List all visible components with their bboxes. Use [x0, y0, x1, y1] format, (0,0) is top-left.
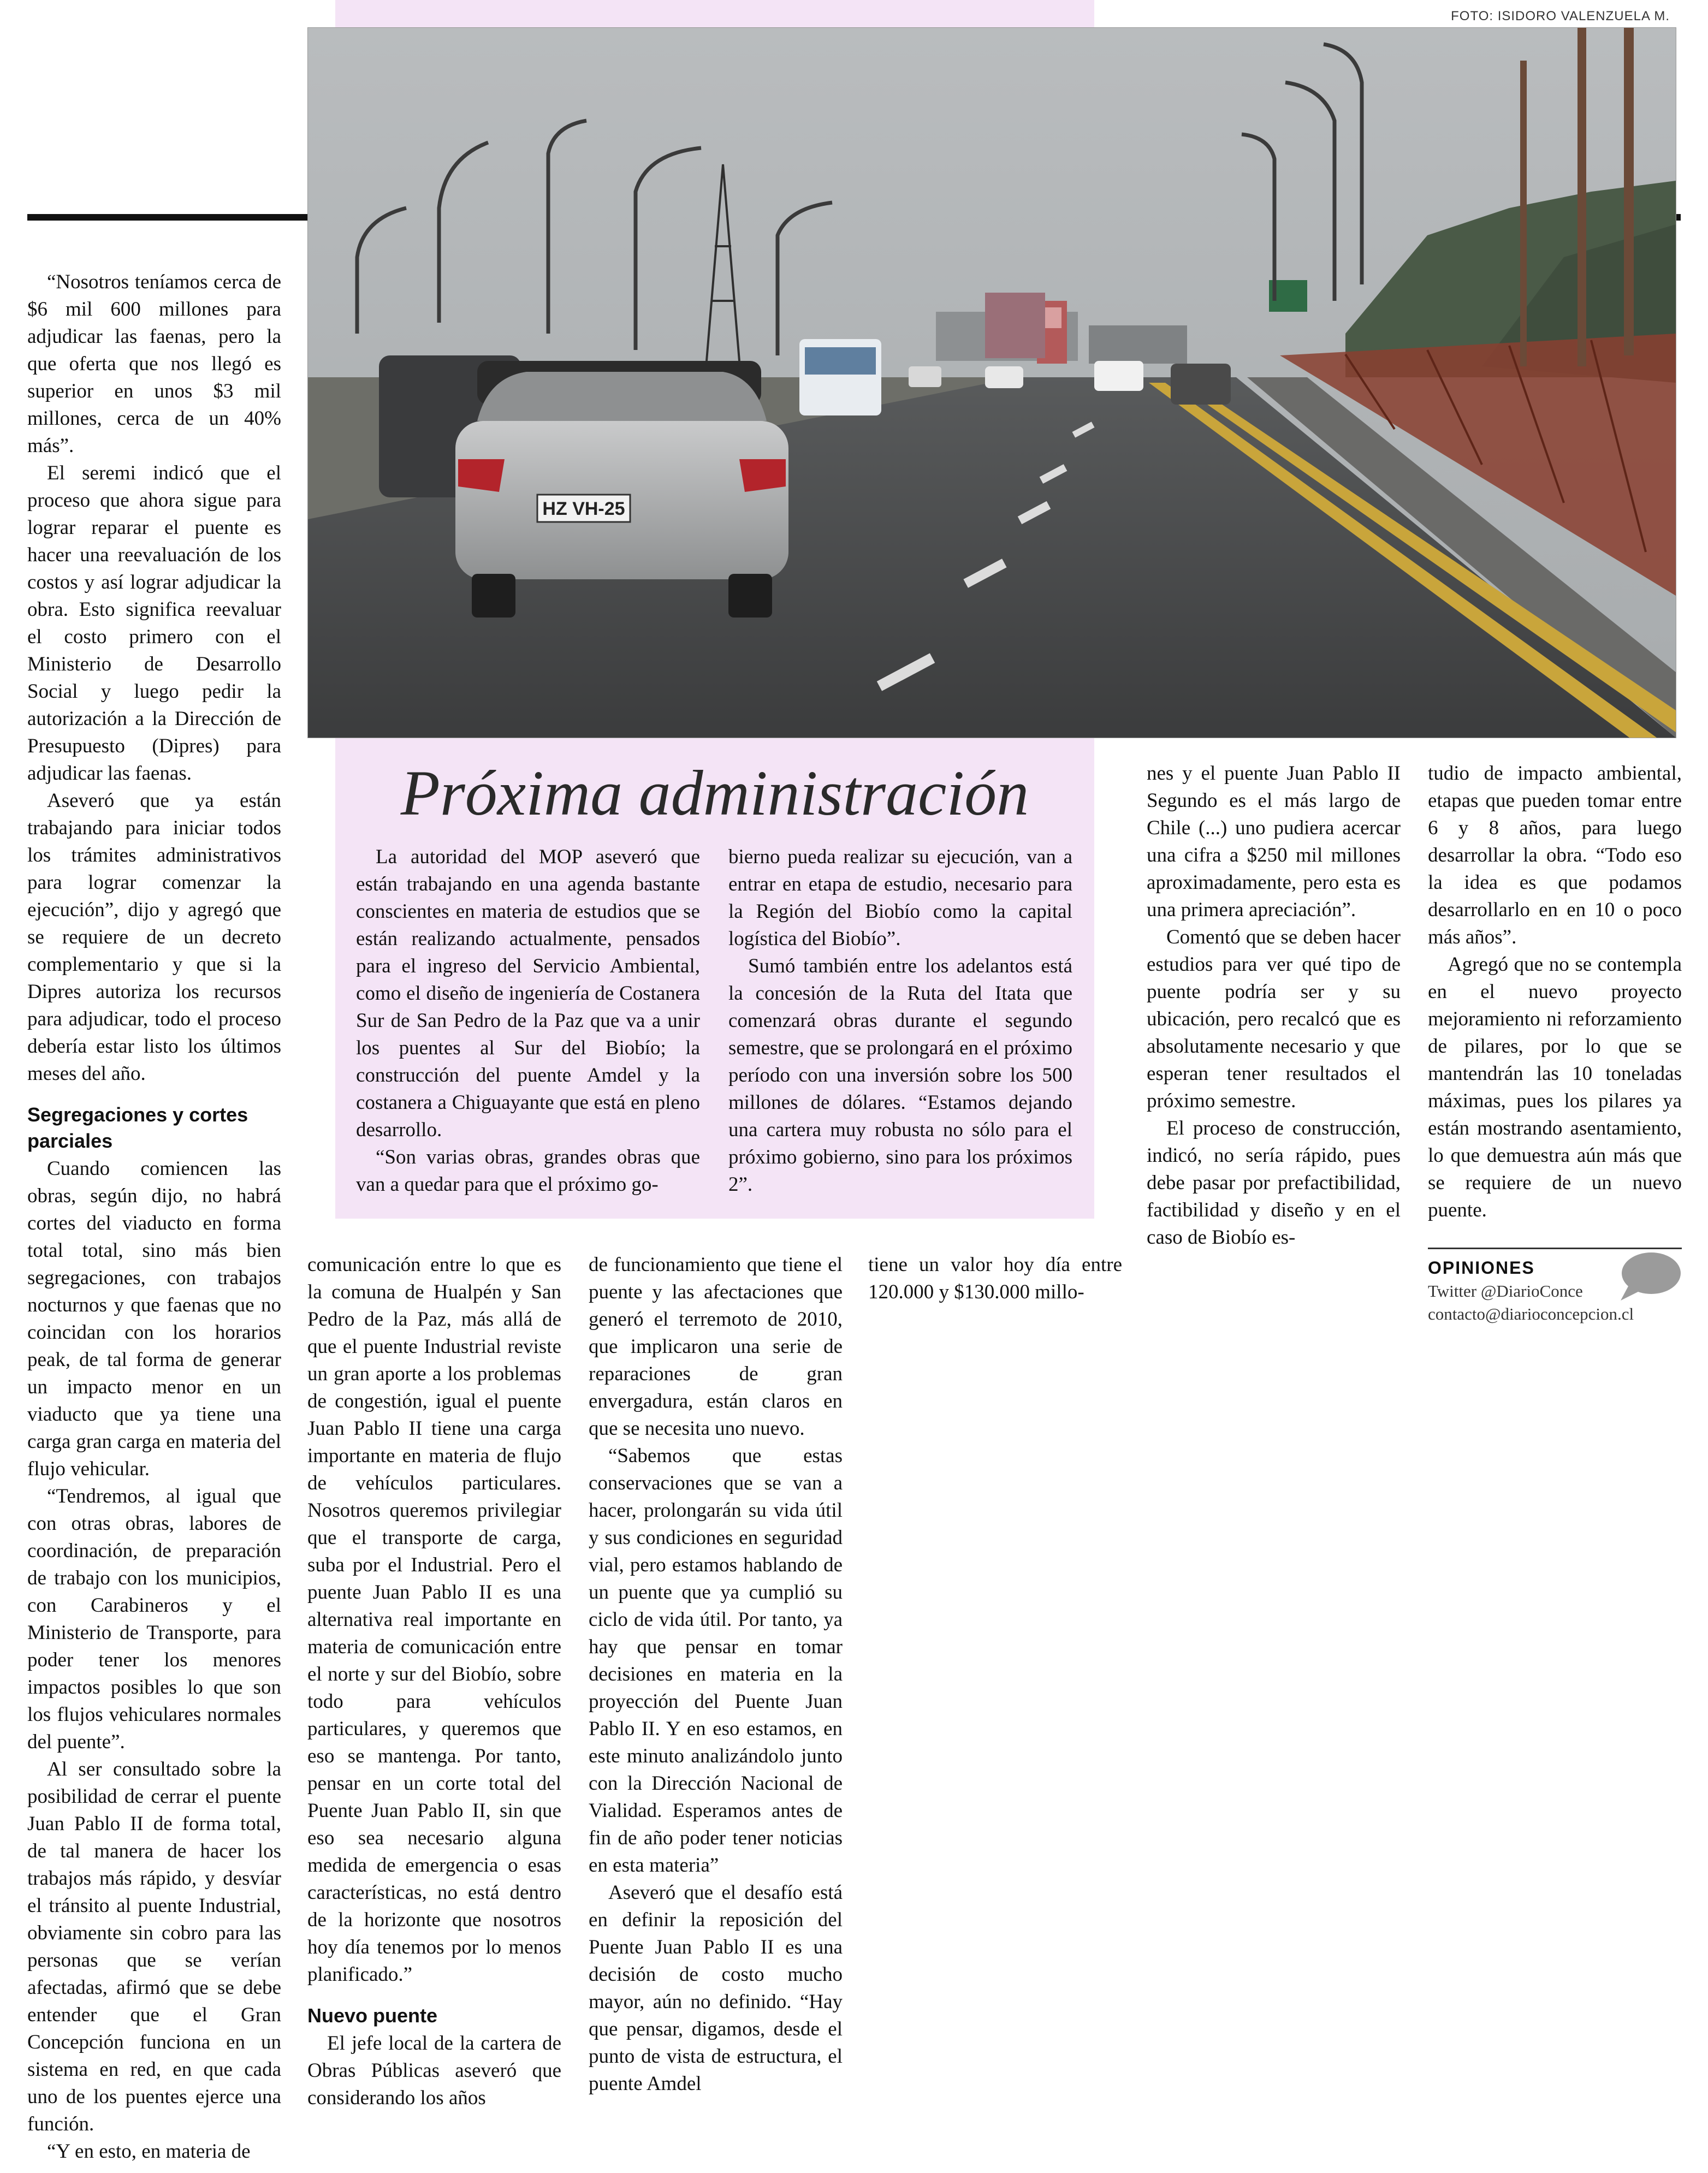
subheading: Segregaciones y cortes parciales — [27, 1103, 248, 1152]
photo-credit: FOTO: ISIDORO VALENZUELA M. — [1451, 9, 1670, 23]
opinions-box — [1428, 1248, 1682, 1326]
paragraph: “Sabemos que estas conservaciones que se van a hacer, prolongarán su vida útil y sus condiciones en seguridad vial, pero estamos hablando de un puente que ya cumplió su ciclo de vida útil. Por tanto, ya hay que pensar en tomar decisiones en materia en la proyección del Puente Juan Pablo II. Y en eso estamos, en este minuto analizándolo junto con la Dirección Nacional de Vialidad. Esperamos antes de fin de año poder tener noticias en esta materia” — [589, 1445, 843, 1877]
paragraph: bierno pueda realizar su ejecución, van a entrar en etapa de estudio, necesario para la Región del Biobío como la capital logística del Biobío”. — [728, 846, 1072, 950]
article-column-5 — [1147, 760, 1401, 1251]
article-column-4 — [868, 1251, 1122, 1306]
speech-bubble-icon — [1617, 1250, 1682, 1303]
license-plate: HZ VH-25 — [542, 498, 625, 519]
paragraph: Al ser consultado sobre la posibilidad de cerrar el puente Juan Pablo II de forma total, de tal manera de hacer los trabajos más rápido, y desvíar el tránsito al puente Industrial, obviamente sin cobro para las personas que se verían afectadas, afirmó que se debe entender que el Gran Concepción funciona en un sistema en red, en que cada uno de los puentes ejerce una función. — [27, 1758, 281, 2135]
paragraph: Aseveró que el desafío está en definir la reposición del Puente Juan Pablo II es una decisión de costo mucho mayor, aún no definido. “Hay que pensar, digamos, desde el punto de vista de estructura, el puente Amdel — [589, 1881, 843, 2095]
sidebar-right-column — [728, 844, 1072, 1198]
paragraph: El jefe local de la cartera de Obras Públicas aseveró que considerando los años — [307, 2032, 561, 2109]
paragraph: “Nosotros teníamos cerca de $6 mil 600 millones para adjudicar las faenas, pero la que oferta que nos llegó es superior en unos $3 mil millones, cerca de un 40% más”. — [27, 271, 281, 457]
paragraph: La autoridad del MOP aseveró que están trabajando en una agenda bastante conscientes en materia de estudios que se están realizando actualmente, pensados para el ingreso del Servicio Ambiental, como el diseño de ingeniería de Costanera Sur de San Pedro de la Paz que va a unir los puentes al Sur del Biobío; la construcción del puente Amdel y la costanera a Chiguayante que está en pleno desarrollo. — [356, 846, 700, 1141]
sidebar-title: Próxima administración — [400, 757, 1029, 829]
paragraph: El seremi indicó que el proceso que ahora sigue para lograr reparar el puente es hacer una reevaluación de los costos y así lograr adjudicar la obra. Esto significa reevaluar el costo primero con el Ministerio de Desarrollo Social y luego pedir la autorización a la Dirección de Presupuesto (Dipres) para adjudicar las faenas. — [27, 462, 281, 785]
paragraph: Aseveró que ya están trabajando para iniciar todos los trámites administrativos para lograr comenzar la ejecución”, dijo y agregó que se requiere de un decreto complementario y que si la Dipres autoriza los recursos para adjudicar, todo el proceso debería estar listo los últimos meses del año. — [27, 789, 281, 1085]
paragraph: “Son varias obras, grandes obras que van a quedar para que el próximo go- — [356, 1146, 700, 1196]
contact-email[interactable]: contacto@diarioconcepcion.cl — [1428, 1304, 1634, 1323]
article-column-6 — [1428, 760, 1682, 1224]
paragraph: tiene un valor hoy día entre 120.000 y $130.000 millo- — [868, 1254, 1122, 1303]
opinions-label: OPINIONES — [1428, 1258, 1535, 1278]
subheading: Nuevo puente — [307, 2004, 438, 2027]
section-rule — [27, 214, 309, 221]
paragraph: nes y el puente Juan Pablo II Segundo es el más largo de Chile (...) uno pudiera acercar una cifra a $250 mil millones aproximadamente, pero esta es una primera apreciación”. — [1147, 762, 1401, 921]
paragraph: tudio de impacto ambiental, etapas que pueden tomar entre 6 y 8 años, para luego desarrollar la obra. “Todo eso la idea es que podamos desarrollarlo en en 10 o poco más años”. — [1428, 762, 1682, 948]
twitter-handle[interactable]: Twitter @DiarioConce — [1428, 1281, 1583, 1301]
paragraph: “Tendremos, al igual que con otras obras, labores de coordinación, de preparación de trabajo con los municipios, con Carabineros y el Ministerio de Transporte, para poder tener los menores impactos posibles lo que son los flujos vehiculares normales del puente”. — [27, 1485, 281, 1753]
paragraph: El proceso de construcción, indicó, no sería rápido, pues debe pasar por prefactibilidad, factibilidad y diseño y en el caso de Biobío es- — [1147, 1117, 1401, 1249]
paragraph: de funcionamiento que tiene el puente y las afectaciones que generó el terremoto de 2010, que implicaron una serie de reparaciones de gran envergadura, están claros en que se necesita uno nuevo. — [589, 1254, 843, 1440]
paragraph: Comentó que se deben hacer estudios para ver qué tipo de puente podría ser y su ubicación, pero recalcó que es absolutamente necesario y que esperan tener resultados el próximo semestre. — [1147, 926, 1401, 1112]
paragraph: Cuando comiencen las obras, según dijo, no habrá cortes del viaducto en forma total total, sino más bien segregaciones, con trabajos nocturnos y que faenas que no coincidan con los horarios peak, de tal forma de generar un impacto menor en un viaducto que ya tiene una carga gran carga en materia del flujo vehicular. — [27, 1157, 281, 1480]
sidebar-left-column — [356, 844, 700, 1198]
paragraph: “Y en esto, en materia de — [47, 2140, 251, 2163]
highway-photo — [307, 27, 1676, 738]
paragraph: Sumó también entre los adelantos está la concesión de la Ruta del Itata que comenzará obras durante el segundo semestre, que se prolongará en el próximo período con una inversión sobre los 500 millones de dólares. “Estamos dejando una cartera muy robusta no sólo para el próximo gobierno, sino para los próximos 2”. — [728, 955, 1072, 1196]
paragraph: Agregó que no se contempla en el nuevo proyecto mejoramiento ni reforzamiento de pilares, por lo que se mantendrán las 10 toneladas máximas, pues los pilares ya están mostrando asentamiento, lo que demuestra aún más que se requiere de un nuevo puente. — [1428, 953, 1682, 1221]
article-column-2 — [307, 1251, 561, 2112]
article-column-1 — [27, 269, 281, 2165]
article-column-3 — [589, 1251, 843, 2098]
paragraph: comunicación entre lo que es la comuna de Hualpén y San Pedro de la Paz, más allá de que el puente Industrial reviste un gran aporte a los problemas de congestión, igual el puente Juan Pablo II tiene una carga importante en materia de flujo de vehículos particulares. Nosotros queremos privilegiar que el transporte de carga, suba por el Industrial. Pero el puente Juan Pablo II es una alternativa real importante en materia de comunicación entre el norte y sur del Biobío, sobre todo para vehículos particulares, y queremos que eso se mantenga. Por tanto, pensar en un corte total del Puente Juan Pablo II, sin que eso sea necesario alguna medida de emergencia o esas características, no está dentro de la horizonte que nosotros hoy día tenemos por lo menos planificado.” — [307, 1254, 561, 1986]
